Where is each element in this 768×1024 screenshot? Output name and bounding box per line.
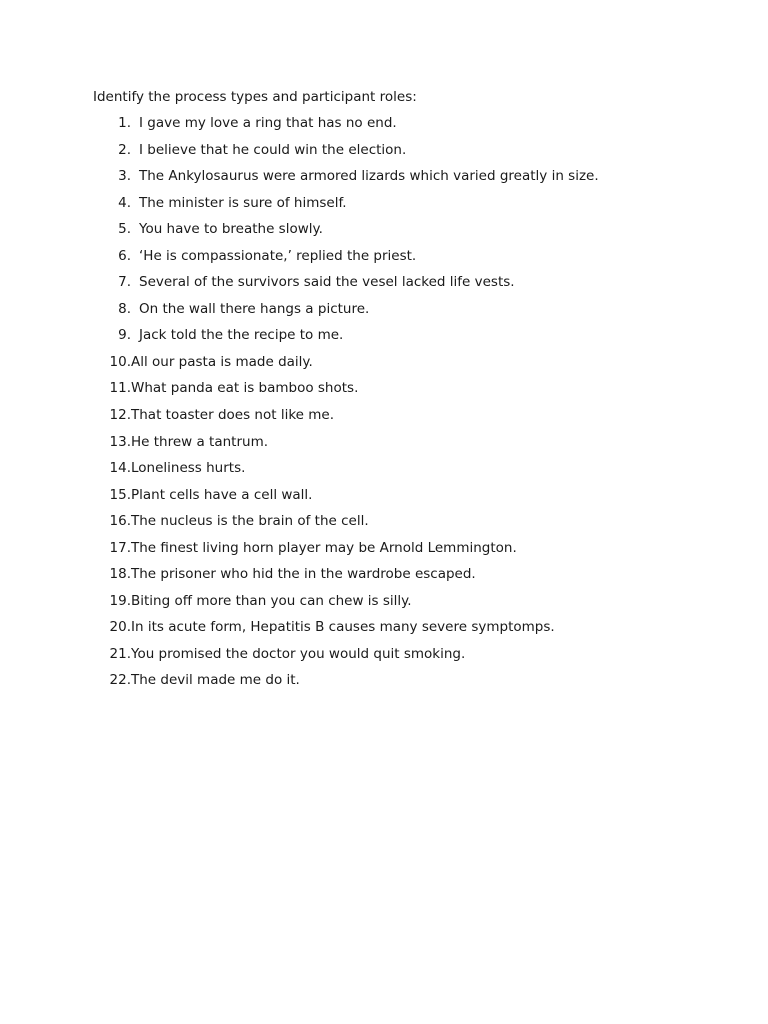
item-text: I gave my love a ring that has no end.: [139, 115, 397, 131]
item-number: 7.: [118, 274, 131, 291]
list-item: [93, 539, 599, 566]
list-item: [93, 353, 599, 380]
item-text: The finest living horn player may be Arnold Lemmington.: [131, 539, 517, 556]
item-text: In its acute form, Hepatitis B causes many severe symptomps.: [131, 619, 555, 636]
item-number: 9.: [118, 327, 131, 344]
item-number: 6.: [118, 247, 131, 264]
item-text: The Ankylosaurus were armored lizards which varied greatly in size.: [139, 168, 599, 185]
item-text: The prisoner who hid the in the wardrobe escaped.: [131, 566, 476, 583]
list-item: [93, 592, 599, 619]
list-item: [93, 512, 599, 539]
item-number: 20.: [109, 619, 131, 636]
item-number: 1.: [118, 115, 131, 131]
item-text: Loneliness hurts.: [131, 460, 246, 477]
list-item: [93, 379, 599, 406]
item-number: 17.: [109, 539, 131, 556]
list-item: [93, 114, 599, 141]
list-item: [93, 671, 599, 698]
list-item: [93, 167, 599, 194]
item-number: 5.: [118, 221, 131, 238]
list-item: [93, 486, 599, 513]
item-text: You promised the doctor you would quit smoking.: [131, 645, 466, 662]
item-text: Several of the survivors said the vesel lacked life vests.: [139, 274, 515, 291]
item-text: Biting off more than you can chew is silly.: [131, 592, 412, 609]
list-item: [93, 618, 599, 645]
exercise-heading: Identify the process types and participant roles:: [93, 89, 417, 105]
item-text: He threw a tantrum.: [131, 433, 269, 450]
item-text: You have to breathe slowly.: [139, 221, 323, 238]
item-text: What panda eat is bamboo shots.: [131, 380, 359, 397]
item-number: 8.: [118, 300, 131, 317]
list-item: [93, 220, 599, 247]
list-item: [93, 247, 599, 274]
list-item: [93, 300, 599, 327]
list-item: [93, 645, 599, 672]
item-number: 16.: [109, 513, 131, 530]
list-item: [93, 141, 599, 168]
list-item: [93, 194, 599, 221]
item-number: 10.: [109, 353, 131, 370]
item-number: 14.: [109, 460, 131, 477]
exercise-list: [93, 114, 599, 698]
item-number: 22.: [109, 672, 131, 689]
item-number: 11.: [109, 380, 131, 397]
list-item: [93, 273, 599, 300]
item-number: 19.: [109, 592, 131, 609]
list-item: [93, 459, 599, 486]
item-text: I believe that he could win the election.: [139, 141, 407, 158]
item-text: That toaster does not like me.: [131, 407, 335, 424]
list-item: [93, 326, 599, 353]
item-text: The minister is sure of himself.: [139, 194, 347, 211]
item-number: 15.: [109, 486, 131, 503]
item-text: The devil made me do it.: [131, 672, 300, 689]
item-number: 2.: [118, 141, 131, 158]
item-text: ‘He is compassionate,’ replied the priest.: [139, 247, 417, 264]
item-number: 3.: [118, 168, 131, 185]
item-text: Jack told the the recipe to me.: [139, 327, 344, 344]
item-number: 21.: [109, 645, 131, 662]
list-item: [93, 565, 599, 592]
item-number: 13.: [109, 433, 131, 450]
list-item: [93, 406, 599, 433]
item-text: On the wall there hangs a picture.: [139, 300, 370, 317]
item-number: 12.: [109, 407, 131, 424]
item-text: All our pasta is made daily.: [131, 353, 313, 370]
item-number: 18.: [109, 566, 131, 583]
item-text: Plant cells have a cell wall.: [131, 486, 313, 503]
item-text: The nucleus is the brain of the cell.: [131, 513, 369, 530]
item-number: 4.: [118, 194, 131, 211]
list-item: [93, 433, 599, 460]
